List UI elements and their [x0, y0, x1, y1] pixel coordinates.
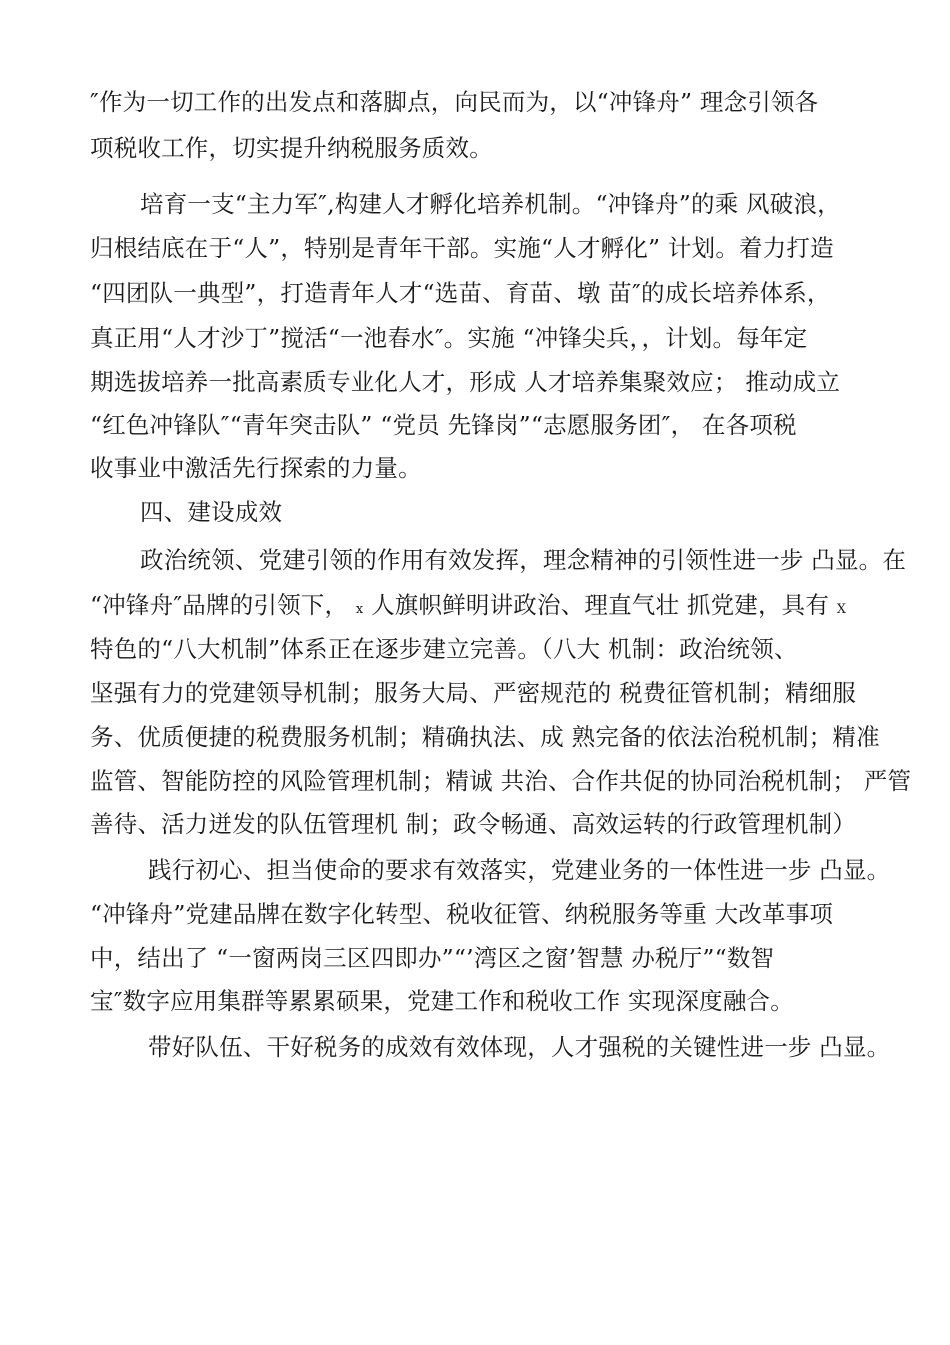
paragraph-line: “四团队一典型”，打造青年人才“选苗、育苗、墩 苗″的成长培养体系，: [90, 279, 831, 307]
paragraph-line: 践行初心、担当使命的要求有效落实，党建业务的一体性进一步 凸显。: [148, 856, 891, 884]
section-heading: 四、建设成效: [140, 498, 283, 526]
x-mark: x: [355, 602, 364, 617]
paragraph-line: 务、优质便捷的税费服务机制；精确执法、成 熟完备的依法治税机制；精准: [90, 723, 880, 751]
paragraph-line: “红色冲锋队″“青年突击队” “党员 先锋岗”“志愿服务团″， 在各项税: [90, 411, 797, 439]
paragraph-line: 善待、活力迸发的队伍管理机 制；政令畅通、高效运转的行政管理机制）: [90, 810, 857, 838]
paragraph-line: 特色的“八大机制”体系正在逐步建立完善。（八大 机制：政治统领、: [90, 635, 798, 663]
paragraph-line: 项税收工作，切实提升纳税服务质效。: [90, 134, 493, 162]
paragraph-line: 收事业中激活先行探索的力量。: [90, 454, 422, 482]
paragraph-segment: 人旗帜鲜明讲政治、理直气壮 抓党建，具有: [371, 591, 830, 619]
paragraph-line: 培育一支“主力军″,构建人才孵化培养机制。“冲锋舟”的乘 风破浪，: [140, 190, 841, 218]
x-mark: X: [836, 602, 847, 617]
paragraph-line: 真正用“人才沙丁”搅活“一池春水″。实施 “冲锋尖兵，，计划。每年定: [90, 324, 808, 352]
paragraph-line: [90, 587, 846, 628]
paragraph-line: 政治统领、党建引领的作用有效发挥，理念精神的引领性进一步 凸显。在: [140, 546, 907, 574]
paragraph-line: 中，结出了 “一窗两岗三区四即办”“’湾区之窗’智慧 办税厅”“数智: [90, 944, 775, 972]
paragraph-line: 带好队伍、干好税务的成效有效体现，人才强税的关键性进一步 凸显。: [148, 1033, 891, 1061]
paragraph-segment: “冲锋舟″品牌的引领下，: [90, 591, 349, 619]
paragraph-line: 坚强有力的党建领导机制；服务大局、严密规范的 税费征管机制；精细服: [90, 679, 857, 707]
paragraph-line: 宝″数字应用集群等累累硕果，党建工作和税收工作 实现深度融合。: [90, 987, 794, 1015]
paragraph-line: 监管、智能防控的风险管理机制；精诚 共治、合作共促的协同治税机制； 严管: [90, 767, 912, 795]
paragraph-line: “冲锋舟”党建品牌在数字化转型、税收征管、纳税服务等重 大改革事项: [90, 900, 834, 928]
paragraph-line: 归根结底在于“人”，特别是青年干部。实施“人才孵化” 计划。着力打造: [90, 234, 834, 262]
paragraph-line: 期选拔培养一批高素质专业化人才，形成 人才培养集聚效应； 推动成立: [90, 368, 841, 396]
paragraph-line: ″作为一切工作的出发点和落脚点，向民而为，以“冲锋舟” 理念引领各: [90, 88, 819, 116]
